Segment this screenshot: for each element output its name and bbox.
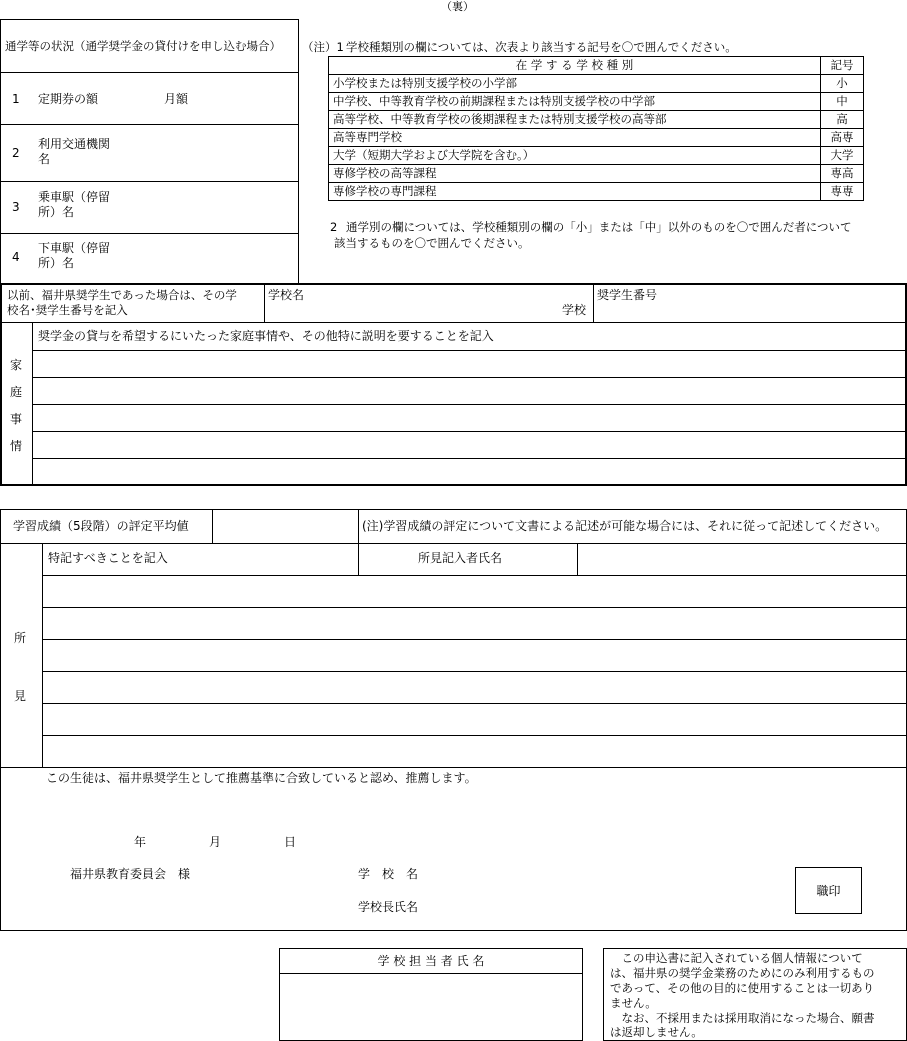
commute-row-4-label: 下車駅（停留所）名 [38, 241, 111, 270]
family-line[interactable] [34, 433, 904, 457]
privacy-line2: は、福井県の奨学金業務のためにのみ利用するもの [610, 966, 875, 980]
commute-row-2-num: 2 [12, 146, 20, 160]
school-type-cell: 大学（短期大学および大学院を含む。） [329, 147, 821, 165]
note2-num: 2 [330, 220, 338, 234]
school-code-cell: 専専 [821, 183, 864, 201]
table-row [329, 93, 864, 111]
opinion-writer-label: 所見記入者氏名 [418, 551, 503, 565]
table-row [329, 75, 864, 93]
grades-note: (注)学習成績の評定について文書による記述が可能な場合には、それに従って記述してください。 [362, 519, 888, 533]
addressee: 福井県教育委員会 様 [70, 867, 191, 881]
transport-field[interactable] [125, 128, 293, 178]
commute-row-1-num: 1 [12, 92, 20, 106]
table-row [329, 129, 864, 147]
boarding-station-field[interactable] [125, 185, 293, 229]
school-table-header-code: 記号 [821, 57, 864, 75]
opinion-line[interactable] [44, 641, 904, 670]
opinion-side-label: 所 見 [13, 631, 26, 703]
previous-student-no-field[interactable] [597, 303, 897, 320]
privacy-line4: ません。 [610, 996, 657, 1010]
recommendation-statement: この生徒は、福井県奨学生として推薦基準に合致していると認め、推薦します。 [46, 771, 477, 785]
table-row [329, 165, 864, 183]
family-instruction: 奨学金の貸与を希望するにいたった家庭事情や、その他特に説明を要することを記入 [38, 329, 494, 343]
grades-label: 学習成績（5段階）の評定平均値 [13, 519, 189, 533]
school-table-header-type: 在 学 す る 学 校 種 別 [329, 57, 821, 75]
previous-school-suffix: 学校 [562, 303, 587, 317]
school-code-cell: 高専 [821, 129, 864, 147]
date-month: 月 [209, 835, 222, 849]
privacy-line5: なお、不採用または採用取消になった場合、願書 [610, 1011, 875, 1025]
commute-row-3-num: 3 [12, 200, 20, 214]
note2-line2: 該当するものを〇で囲んでください。 [334, 236, 530, 250]
table-row [329, 147, 864, 165]
alighting-station-field[interactable] [125, 237, 293, 281]
commute-header: 通学等の状況（通学奨学金の貸付けを申し込む場合） [5, 39, 281, 53]
date-day: 日 [284, 835, 297, 849]
principal-label: 学校長氏名 [358, 900, 419, 914]
school-code-cell: 高 [821, 111, 864, 129]
school-code-cell: 専高 [821, 165, 864, 183]
school-type-cell: 中学校、中等教育学校の前期課程または特別支援学校の中学部 [329, 93, 821, 111]
school-type-cell: 専修学校の高等課程 [329, 165, 821, 183]
note2-line1: 通学別の欄については、学校種類別の欄の「小」または「中」以外のものを〇で囲んだ者について [346, 220, 852, 234]
school-code-cell: 中 [821, 93, 864, 111]
school-code-cell: 大学 [821, 147, 864, 165]
opinion-instruction: 特記すべきことを記入 [48, 551, 168, 565]
family-line[interactable] [34, 406, 904, 430]
school-name-label: 学 校 名 [358, 867, 419, 881]
family-line[interactable] [34, 460, 904, 484]
opinion-line[interactable] [44, 705, 904, 734]
opinion-line[interactable] [44, 577, 904, 606]
previous-school-field[interactable] [268, 303, 558, 320]
school-type-cell: 高等学校、中等教育学校の後期課程または特別支援学校の高等部 [329, 111, 821, 129]
commute-row-2-label: 利用交通機関名 [38, 137, 111, 166]
family-line[interactable] [34, 379, 904, 403]
opinion-line[interactable] [44, 673, 904, 702]
previous-school-label: 学校名 [268, 288, 305, 302]
opinion-line[interactable] [44, 609, 904, 638]
teacher-label: 学 校 担 当 者 氏 名 [377, 954, 485, 968]
note1-prefix: （注）1 [302, 40, 344, 54]
seal-label: 職印 [816, 884, 841, 898]
school-type-cell: 高等専門学校 [329, 129, 821, 147]
family-side-label: 家 庭 事 情 [9, 358, 22, 453]
previous-label-line2: 校名･奨学生番号を記入 [7, 303, 128, 317]
previous-student-no-label: 奨学生番号 [597, 288, 658, 302]
privacy-line6: は返却しません。 [610, 1025, 703, 1039]
grades-average-field[interactable] [216, 513, 354, 540]
school-type-cell: 小学校または特別支援学校の小学部 [329, 75, 821, 93]
opinion-line[interactable] [44, 737, 904, 766]
official-seal-box [795, 867, 862, 914]
page-marker: （裏） [441, 0, 474, 13]
commute-row-1-unit: 月額 [164, 92, 189, 106]
commute-fare-field[interactable] [200, 86, 292, 110]
commute-row-3-label: 乗車駅（停留所）名 [38, 190, 111, 219]
note1-text: 学校種類別の欄については、次表より該当する記号を〇で囲んでください。 [346, 40, 737, 54]
previous-label-line1: 以前、福井県奨学生であった場合は、その学 [7, 288, 237, 302]
school-code-cell: 小 [821, 75, 864, 93]
date-year: 年 [134, 835, 147, 849]
principal-name-field[interactable] [430, 895, 780, 915]
opinion-writer-field[interactable] [580, 546, 903, 572]
teacher-name-field[interactable] [283, 976, 579, 1038]
commute-row-1-label: 定期券の額 [38, 92, 99, 106]
table-row [329, 111, 864, 129]
school-type-cell: 専修学校の専門課程 [329, 183, 821, 201]
commute-row-4-num: 4 [12, 250, 20, 264]
table-row [329, 183, 864, 201]
school-name-field[interactable] [430, 862, 780, 882]
privacy-line1: この申込書に記入されている個人情報について [610, 951, 863, 965]
privacy-line3: であって、その他の目的に使用することは一切あり [610, 981, 875, 995]
family-line[interactable] [34, 352, 904, 376]
school-type-table [328, 56, 864, 201]
